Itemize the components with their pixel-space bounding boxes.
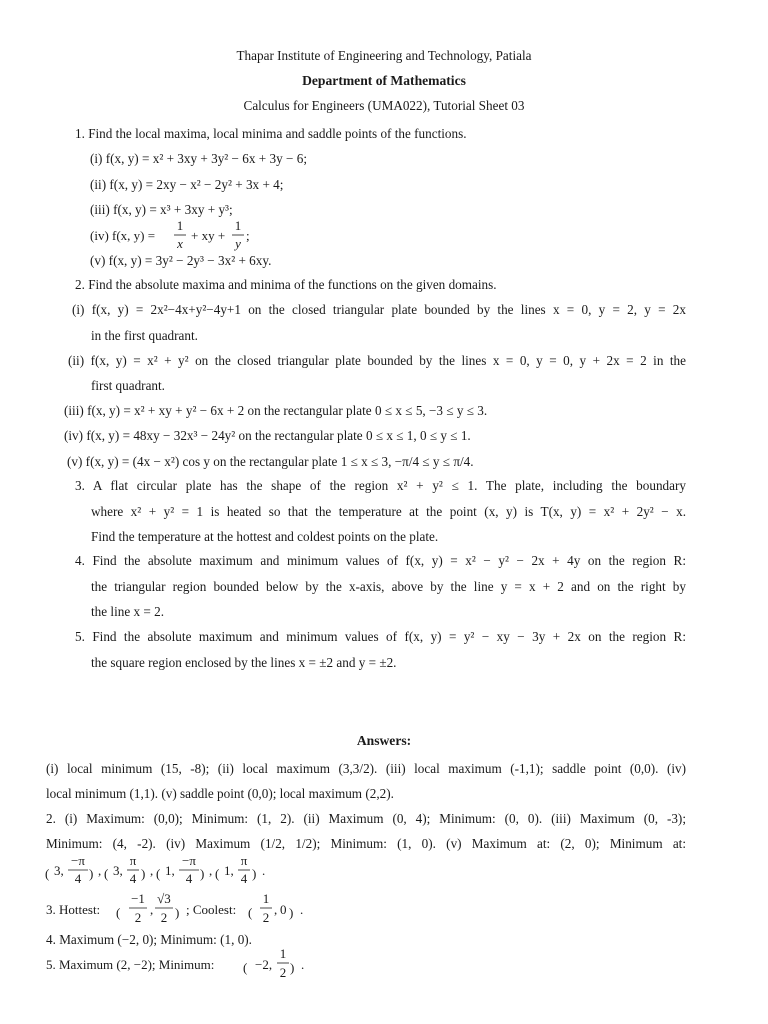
q1-part-iv [88,218,288,254]
a2-p3-x: 1, [165,863,175,878]
paren-open: ( [156,866,161,881]
a2-p3-den: 4 [185,871,193,886]
a2-p4-num: π [240,853,248,868]
comma: , [274,902,278,917]
period: . [300,902,304,917]
question-1: 1. Find the local maxima, local minima and saddle points of the functions. [75,126,467,141]
q2-part-ii-line1: (ii) f(x, y) = x² + y² on the closed triangular plate bounded by the lines x = 0, y = 0, y + 2x = 2 in the [68,353,686,368]
answer-2-line2: Minimum: (4, -2). (iv) Maximum (1/2, 1/2); Minimum: (1, 0). (v) Maximum at: (2, 0); Minimum at: [46,836,686,851]
a2-p2-den: 4 [129,871,137,886]
q1-iv-mid: + xy + [191,228,226,243]
q1-part-iii: (iii) f(x, y) = x³ + 3xy + y³; [90,202,233,217]
a2-p1-den: 4 [74,871,82,886]
a3-hot-num1: −1 [131,891,145,906]
a2-p1-num: −π [71,853,85,868]
q1-iv-frac1-num: 1 [176,218,184,233]
a3-hot-den2: 2 [160,910,168,925]
q2-part-v: (v) f(x, y) = (4x − x²) cos y on the rectangular plate 1 ≤ x ≤ 3, −π/4 ≤ y ≤ π/4. [67,454,474,469]
q1-iv-frac2-den: y [235,236,241,251]
paren-close: ) [175,905,180,920]
a3-cool-y: 0 [280,902,287,917]
answer-3 [44,889,324,929]
q3-line2: where x² + y² = 1 is heated so that the temperature at the point (x, y) is T(x, y) = x² + 2y² − x. [91,504,686,519]
q5-line2: the square region enclosed by the lines x = ±2 and y = ±2. [91,655,397,670]
paren-close: ) [289,905,294,920]
a3-hottest-label: 3. Hottest: [46,902,101,917]
answer-4: 4. Maximum (−2, 0); Minimum: (1, 0). [46,932,252,947]
q1-iv-end: ; [246,228,250,243]
comma: , [150,902,154,917]
q4-line1: 4. Find the absolute maximum and minimum values of f(x, y) = x² − y² − 2x + 4y on the region R: [75,553,686,568]
answer-1-line1: (i) local minimum (15, -8); (ii) local maximum (3,3/2). (iii) local maximum (-1,1); saddle point (0,0). (iv) [46,761,686,776]
q1-iv-frac2-num: 1 [234,218,242,233]
answers-heading: Answers: [356,733,412,748]
paren-open: ( [248,905,253,920]
a5-lead: 5. Maximum (2, −2); Minimum: [46,957,215,972]
q2-part-i-line2: in the first quadrant. [91,328,198,343]
a3-coolest-label: ; Coolest: [186,902,237,917]
a3-hot-den1: 2 [134,910,142,925]
q2-part-iv: (iv) f(x, y) = 48xy − 32x³ − 24y² on the rectangular plate 0 ≤ x ≤ 1, 0 ≤ y ≤ 1. [64,428,471,443]
comma: , [98,863,102,878]
q2-part-i-line1: (i) f(x, y) = 2x²−4x+y²−4y+1 on the closed triangular plate bounded by the lines x = 0, y = 2, y = 2x [72,302,686,317]
q5-line1: 5. Find the absolute maximum and minimum values of f(x, y) = y² − xy − 3y + 2x on the region R: [75,629,686,644]
department-title: Department of Mathematics [302,73,466,88]
paren-open: ( [243,960,248,975]
answer-2-minimum-points [44,853,304,889]
q2-part-iii: (iii) f(x, y) = x² + xy + y² − 6x + 2 on the rectangular plate 0 ≤ x ≤ 5, −3 ≤ y ≤ 3. [64,403,488,418]
question-2: 2. Find the absolute maxima and minima of the functions on the given domains. [75,277,497,292]
institute-name: Thapar Institute of Engineering and Technology, Patiala [236,48,532,63]
answer-5 [44,944,324,984]
paren-close: ) [89,866,94,881]
answer-2-line1: 2. (i) Maximum: (0,0); Minimum: (1, 2). (ii) Maximum (0, 4); Minimum: (0, 0). (iii) Maximum (0, -3); [46,811,686,826]
q1-part-i: (i) f(x, y) = x² + 3xy + 3y² − 6x + 3y − 6; [90,151,307,166]
a3-hot-num2: √3 [157,891,171,906]
paren-open: ( [215,866,220,881]
a2-p2-x: 3, [113,863,123,878]
q4-line3: the line x = 2. [91,604,164,619]
comma: , [209,863,213,878]
paren-close: ) [290,960,295,975]
a3-cool-num: 1 [262,891,270,906]
paren-open: ( [45,866,50,881]
course-title: Calculus for Engineers (UMA022), Tutorial Sheet 03 [243,98,525,113]
q2-part-ii-line2: first quadrant. [91,378,165,393]
q3-line1: 3. A flat circular plate has the shape of the region x² + y² ≤ 1. The plate, including the boundary [75,478,686,493]
period: . [262,863,266,878]
q1-part-ii: (ii) f(x, y) = 2xy − x² − 2y² + 3x + 4; [90,177,284,192]
q4-line2: the triangular region bounded below by the x-axis, above by the line y = x + 2 and on the right by [91,579,686,594]
q1-iv-lead: (iv) f(x, y) = [90,228,156,243]
paren-close: ) [252,866,257,881]
a5-num: 1 [279,946,287,961]
a2-p4-den: 4 [240,871,248,886]
a3-cool-den: 2 [262,910,270,925]
q1-part-v: (v) f(x, y) = 3y² − 2y³ − 3x² + 6xy. [90,253,272,268]
q1-iv-frac1-den: x [177,236,183,251]
paren-open: ( [104,866,109,881]
a2-p4-x: 1, [224,863,234,878]
period: . [301,957,305,972]
a2-p2-num: π [129,853,137,868]
a5-den: 2 [279,965,287,980]
a2-p1-x: 3, [54,863,64,878]
a5-x: −2, [255,957,273,972]
paren-open: ( [116,905,121,920]
paren-close: ) [141,866,146,881]
paren-close: ) [200,866,205,881]
answer-1-line2: local minimum (1,1). (v) saddle point (0,0); local maximum (2,2). [46,786,394,801]
q3-line3: Find the temperature at the hottest and coldest points on the plate. [91,529,439,544]
a2-p3-num: −π [182,853,196,868]
comma: , [150,863,154,878]
